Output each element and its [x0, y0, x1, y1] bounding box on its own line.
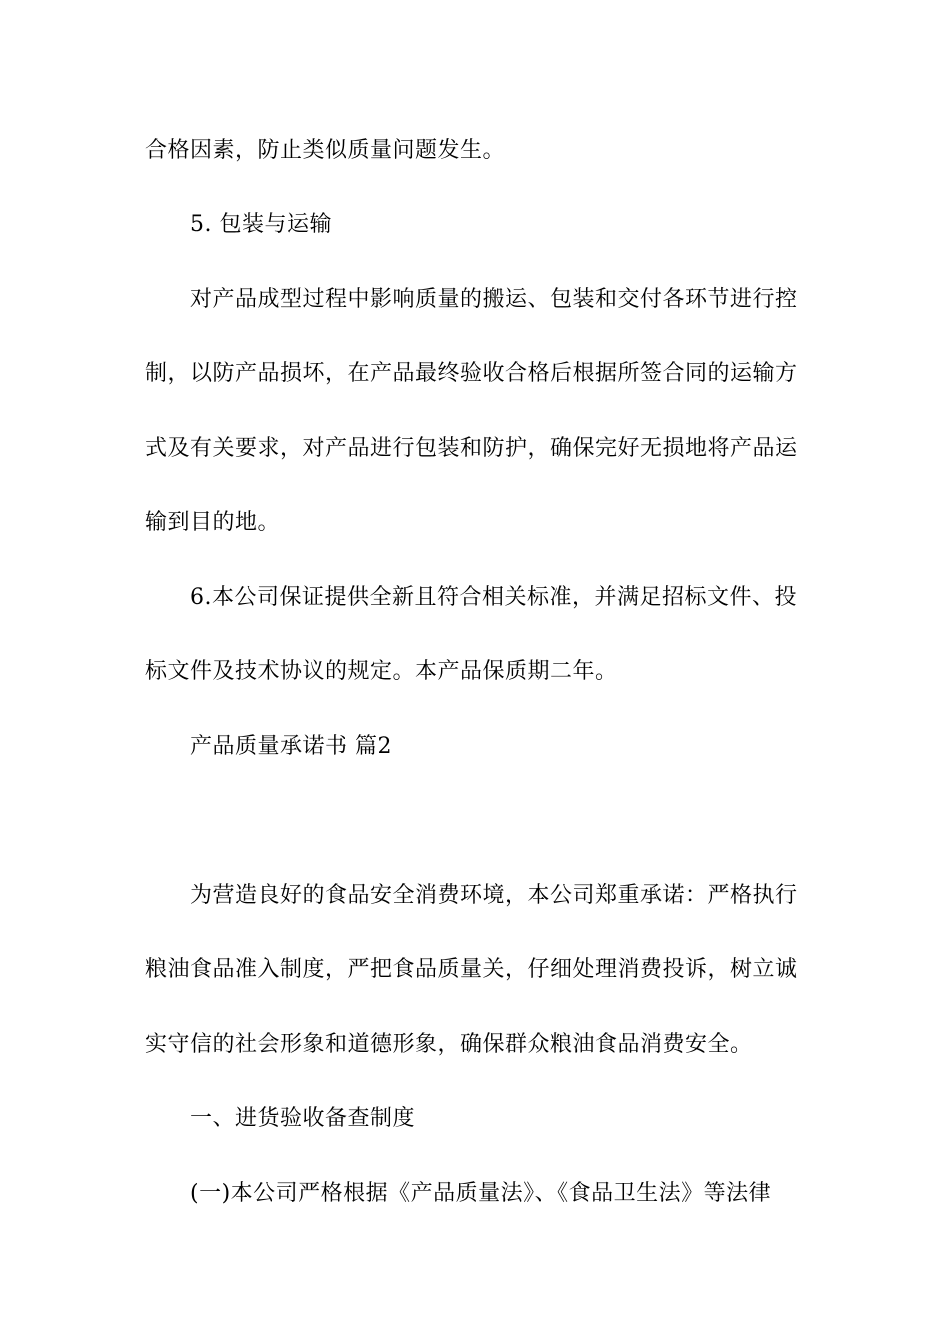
- line-text: 粮油食品准入制度，严把食品质量关，仔细处理消费投诉，树立诚: [145, 957, 798, 982]
- line-text: 对产品成型过程中影响质量的搬运、包装和交付各环节进行控: [190, 287, 798, 312]
- line-text: (一)本公司严格根据《产品质量法》、《食品卫生法》等法律: [190, 1181, 772, 1206]
- text-line: [0, 876, 950, 916]
- text-line: [0, 354, 950, 394]
- text-line: [0, 1025, 950, 1065]
- text-line: [0, 578, 950, 618]
- line-text: 合格因素，防止类似质量问题发生。: [145, 138, 506, 163]
- section-heading: [0, 1099, 950, 1139]
- section-heading: [0, 205, 950, 245]
- line-text: 标文件及技术协议的规定。本产品保质期二年。: [145, 659, 618, 684]
- line-text: 为营造良好的食品安全消费环境，本公司郑重承诺：严格执行: [190, 883, 798, 908]
- line-text: 产品质量承诺书 篇2: [190, 734, 392, 759]
- text-line: [0, 429, 950, 469]
- line-text: 式及有关要求，对产品进行包装和防护，确保完好无损地将产品运: [145, 436, 798, 461]
- line-text: 5. 包装与运输: [190, 212, 332, 237]
- document-title: [0, 727, 950, 767]
- text-line: [0, 503, 950, 543]
- text-line: [0, 280, 950, 320]
- line-text: 制，以防产品损坏，在产品最终验收合格后根据所签合同的运输方: [145, 361, 798, 386]
- text-line: [0, 131, 950, 171]
- text-line: [0, 652, 950, 692]
- text-line: [0, 1174, 950, 1214]
- text-line: [0, 950, 950, 990]
- line-text: 6.本公司保证提供全新且符合相关标准，并满足招标文件、投: [190, 585, 797, 610]
- line-text: 输到目的地。: [145, 510, 281, 535]
- line-text: 一、进货验收备查制度: [190, 1106, 416, 1131]
- line-text: 实守信的社会形象和道德形象，确保群众粮油食品消费安全。: [145, 1032, 753, 1057]
